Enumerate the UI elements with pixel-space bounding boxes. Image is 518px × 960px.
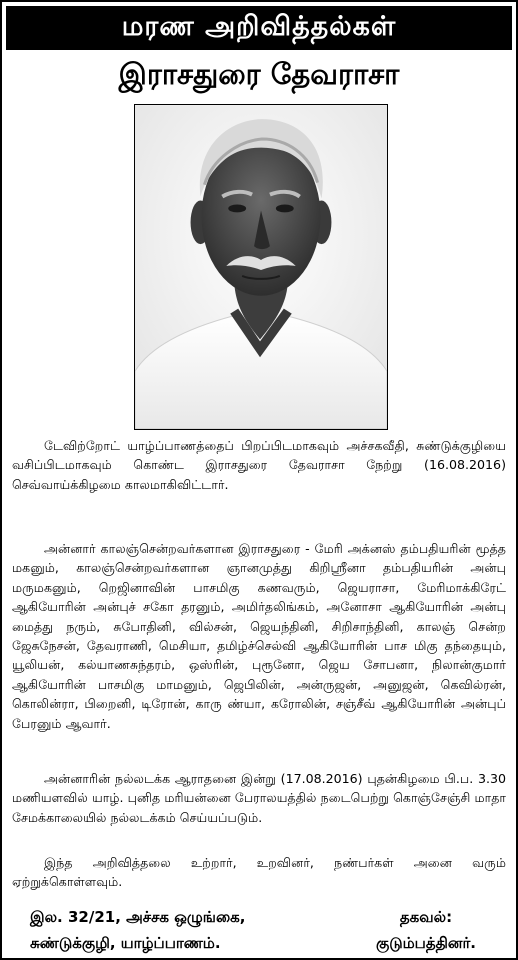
- notice-heading-banner: [6, 6, 512, 50]
- paragraph-1-text: டேவிற்றோட் யாழ்ப்பாணத்தைப் பிறப்பிடமாகவும் அச்சகவீதி, சுண்டுக்குழியை வசிப்பிடமாகவும் கொண்ட இராசதுரை தேவராசா நேற்று (16.08.2016) செவ்வாய்க்கிழமை காலமாகிவிட்டார்.: [12, 438, 506, 492]
- notice-heading: மரண அறிவித்தல்கள்: [121, 10, 397, 42]
- family-address: [30, 904, 320, 956]
- notice-paragraph-family: [12, 539, 506, 769]
- information-label: தகவல்:: [399, 908, 453, 926]
- address-line-1: இல. 32/21, அச்சக ஒழுங்கை,: [30, 908, 246, 926]
- information-source: குடும்பத்தினர்.: [375, 934, 476, 952]
- notice-paragraph-acceptance: [12, 853, 506, 895]
- portrait-photo: [134, 104, 388, 430]
- paragraph-3-text: அன்னாரின் நல்லடக்க ஆராதனை இன்று (17.08.2016) புதன்கிழமை பி.ப. 3.30 மணியளவில் யாழ். புனித மரியன்னை பேராலயத்தில் நடைபெற்று கொஞ்சேஞ்சி மாதா சேமக்காலையில் நல்லடக்கம் செய்யப்படும்.: [12, 771, 506, 825]
- paragraph-2-text: அன்னார் காலஞ்சென்றவர்களான இராசதுரை - மேரி அக்னஸ் தம்பதியரின் மூத்த மகனும், காலஞ்சென்றவர்களான ஞானமுத்து கிறிஸ்ரீனா தம்பதியரின் அன்பு மருமகனும், றெஜினாவின் பாசமிகு கணவரும், ஜெயராசா, மேரிமாக்கிரேட் ஆகியோரின் அன்புச் சகோ தரனும், அமிர்தலிங்கம், அனோசா ஆகியோரின் அன்பு மைத்து நரும், சுபோதினி, வில்சன், ஜெயந்தினி, சிறிசாந்தினி, காலஞ் சென்ற ஜேசுநேசன், தேவராணி, மெசியா, தமிழ்ச்செல்வி ஆகியோரின் பாச மிகு தந்தையும், யூலியன், கல்யாணசுந்தரம், ஒஸ்ரின், புரூனோ, ஜெய சோபனா, நிலான்குமார் ஆகியோரின் பாசமிகு மாமனும், ஜெபிலின், அன்ருஜன், அனுஜன், கெவில்ரன், கொலின்ரா, பிறைனி, டிரோன், காரு ண்யா, கரோலின், சஞ்சீவ் ஆகியோரின் அன்புப் பேரனும் ஆவார்.: [12, 541, 506, 731]
- portrait-image: [135, 105, 387, 429]
- notice-paragraph-death: [12, 436, 506, 534]
- information-contact: [356, 904, 496, 956]
- address-line-2: சுண்டுக்குழி, யாழ்ப்பாணம்.: [30, 934, 221, 952]
- deceased-name: இராசதுரை தேவராசா: [118, 57, 400, 91]
- paragraph-4-text: இந்த அறிவித்தலை உற்றார், உறவினர், நண்பர்கள் அனை வரும் ஏற்றுக்கொள்ளவும்.: [12, 855, 506, 890]
- notice-paragraph-funeral: [12, 769, 506, 849]
